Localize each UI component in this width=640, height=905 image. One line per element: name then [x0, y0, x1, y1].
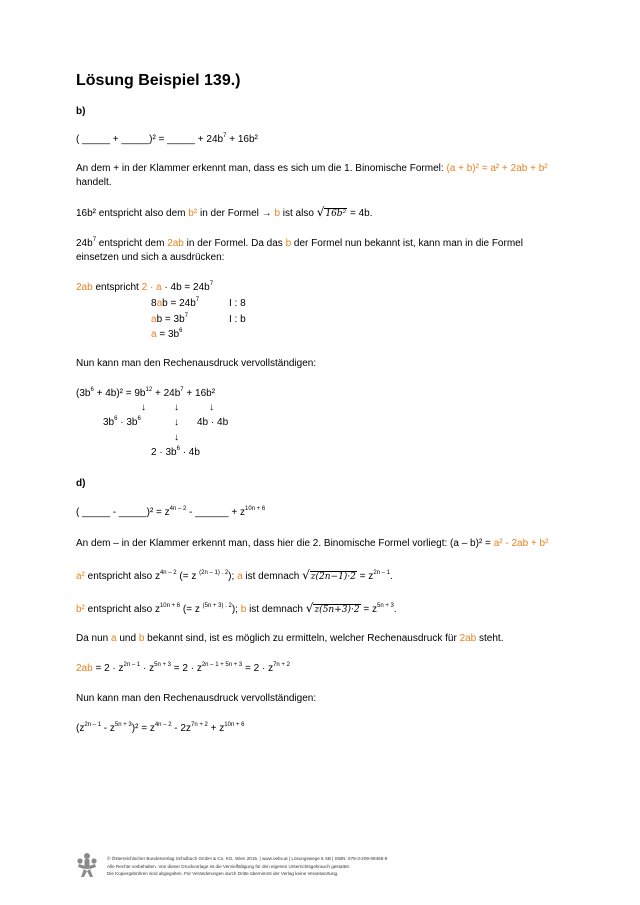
b-result-a-square: $3b^6 \cdot 3b^6$	[103, 416, 141, 428]
b-eq3: ab = $3b^7$	[151, 313, 188, 325]
b-eq2-op: I : 8	[229, 298, 246, 309]
sqrt-expression: z(5n+3)·2	[314, 605, 360, 615]
arrow-down-icon: ↓	[174, 432, 179, 443]
b-formula: (a + b)² = a² + 2ab + b²	[446, 163, 548, 174]
d-result-line: $(z^{2n - 1} - z^{5n + 3})^2 = z^{4n - 2} - 2z^{7n + 2} + z^{10n + 6}$	[76, 722, 245, 734]
footer-copyright: © Österreichischer Bundesverlag Schulbuch GmbH & Co. KG, Wien 2015. | www.oebv.at | Lösungswege 5 SB | ISBN: 978-3-209-08466-8 Alle Rechte vorbehalten. Von dieser Druckvorlage ist die Vervielfältigung für den eigenen Unterrichtsgebrauch gestattet. Die Kopiergebühren sind abgegolten. Für Veränderungen durch Dritte übernimmt der Verlag keine Verantwortung.	[107, 856, 388, 876]
arrow-down-icon: ↓	[141, 402, 146, 413]
d-complete: Nun kann man den Rechenausdruck vervollständigen:	[76, 693, 317, 704]
b-result-2ab: $2 \cdot 3b^6 \cdot 4b$	[151, 446, 200, 458]
arrow-down-icon: ↓	[174, 417, 179, 428]
b-eq4: $a = 3b^6$	[151, 328, 183, 340]
b-step2-line1: $24b^7$ entspricht dem 2ab in der Formel. Da das b der Formel nun bekannt ist, kann man in die Formel	[76, 237, 523, 249]
b-eq3-op: I : b	[229, 314, 246, 325]
arrow-down-icon: ↓	[209, 402, 214, 413]
publisher-logo-icon	[76, 852, 98, 878]
b-intro-line2: handelt.	[76, 177, 112, 188]
b-step1: 16b² entspricht also dem b² in der Formel → b ist also √16b² = 4b.	[76, 205, 373, 219]
d-line-known: Da nun a und b bekannt sind, ist es möglich zu ermitteln, welcher Rechenausdruck für 2ab steht.	[76, 633, 504, 644]
section-b-heading: b)	[76, 106, 86, 117]
sqrt-expression: z(2n−1)·2	[310, 572, 356, 582]
page-title: Lösung Beispiel 139.)	[76, 72, 241, 89]
d-formula: a² - 2ab + b²	[493, 538, 549, 549]
d-task: ( _____ - _____)² = $z^{4n - 2}$ - ______ + $z^{10n + 6}$	[76, 506, 266, 518]
d-intro: An dem – in der Klammer erkennt man, dass hier die 2. Binomische Formel vorliegt: (a – b)² = a² - 2ab + b²	[76, 538, 549, 549]
b-result-b-square: 4b · 4b	[197, 417, 229, 428]
b-eq2: $8ab = 24b^7$	[151, 297, 200, 309]
b-task: ( _____ + _____)² = _____ + $24b^7 + 16b^2$	[76, 133, 258, 145]
b-step2-line2: einsetzen und sich a ausdrücken:	[76, 252, 225, 263]
b-eq1: 2ab entspricht $2 \cdot a \cdot 4b = 24b^7$	[76, 281, 214, 293]
b-complete: Nun kann man den Rechenausdruck vervollständigen:	[76, 358, 317, 369]
b-result-line: $(3b^6 + 4b)^2 = 9b^{12} + 24b^7 + 16b^2$	[76, 387, 216, 399]
d-line-b: b² entspricht also $z^{10n + 6}$ (= z $^{(5n + 3) . 2}$); b ist demnach $√z(5n+3)\cdot 2 = z^{5n + 3}$.	[76, 601, 397, 615]
d-line-2ab: $2ab = 2 \cdot z^{2n - 1} \cdot z^{5n + 3} = 2 \cdot z^{2n - 1 + 5n + 3} = 2 \cdot z^{7n + 2}$	[76, 662, 290, 674]
section-d-heading: d)	[76, 478, 86, 489]
d-line-a: a² entspricht also $z^{4n - 2}$ (= z $^{(2n - 1) . 2}$); a ist demnach $√z(2n-1)\cdot 2 = z^{2n - 1}$.	[76, 568, 393, 582]
b-intro-line1: An dem + in der Klammer erkennt man, dass es sich um die 1. Binomische Formel: (a + b)² = a² + 2ab + b²	[76, 163, 548, 174]
sqrt-expression: 16b²	[325, 209, 347, 219]
arrow-down-icon: ↓	[174, 402, 179, 413]
